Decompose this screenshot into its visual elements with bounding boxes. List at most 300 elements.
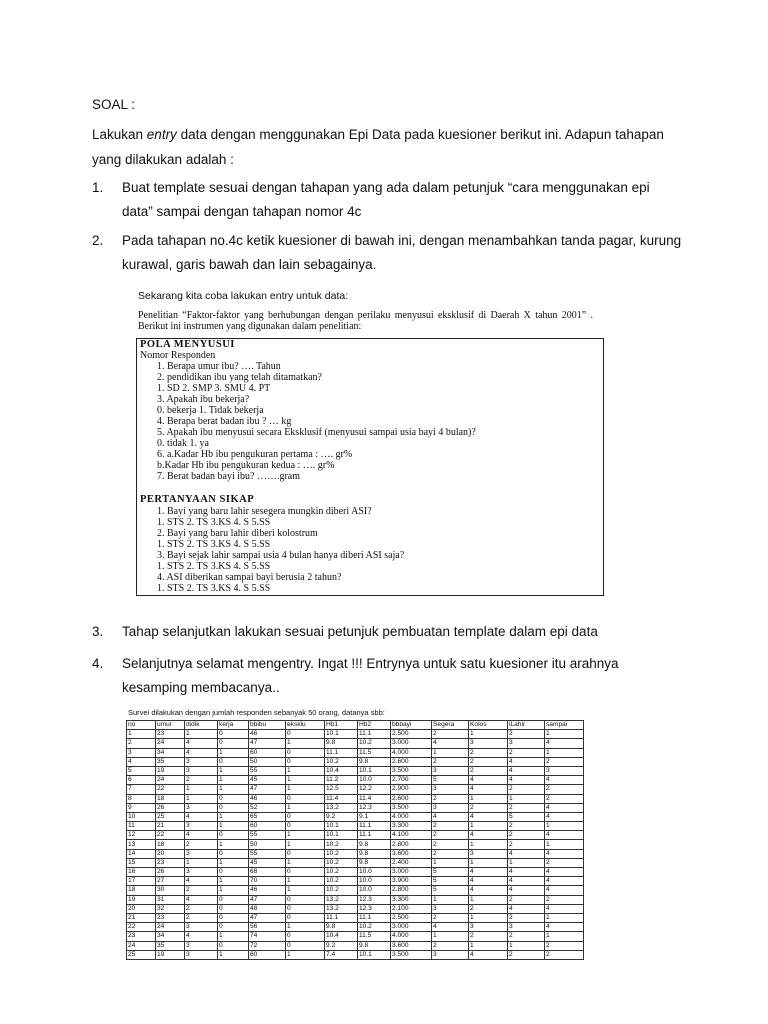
- table-cell: 4: [127, 757, 156, 766]
- table-cell: 2.800: [391, 886, 432, 895]
- page-heading: SOAL :: [92, 97, 136, 112]
- table-cell: 3: [185, 941, 218, 950]
- table-cell: 5: [508, 812, 545, 821]
- table-cell: 3: [508, 739, 545, 748]
- table-cell: 1: [286, 886, 325, 895]
- table-cell: 4: [432, 923, 469, 932]
- table-cell: 19: [156, 766, 185, 775]
- table-cell: 4: [469, 877, 508, 886]
- table-cell: 1: [286, 877, 325, 886]
- table-cell: 2: [432, 913, 469, 922]
- table-cell: 2: [545, 757, 584, 766]
- table-cell: 22: [156, 785, 185, 794]
- table-cell: 10.2: [358, 739, 391, 748]
- survey-data-table: [126, 720, 584, 960]
- table-cell: 2: [469, 803, 508, 812]
- table-cell: 2: [508, 748, 545, 757]
- table-cell: 27: [156, 877, 185, 886]
- table-cell: 0: [218, 904, 249, 913]
- table-cell: 2.400: [391, 858, 432, 867]
- table-cell: 4: [545, 812, 584, 821]
- table-cell: 4: [508, 766, 545, 775]
- table-cell: 0: [286, 757, 325, 766]
- table-cell: 1: [286, 803, 325, 812]
- table-cell: 34: [156, 748, 185, 757]
- table-cell: 2: [469, 748, 508, 757]
- step-text: Buat template sesuai dengan tahapan yang ada dalam petunjuk “cara menggunakan epi data” sampai dengan tahapan nomor 4c: [122, 180, 650, 219]
- table-cell: 4: [185, 877, 218, 886]
- table-cell: 1: [469, 840, 508, 849]
- table-cell: 3.600: [391, 941, 432, 950]
- table-cell: 5: [432, 868, 469, 877]
- table-cell: 3: [127, 748, 156, 757]
- table-cell: 3: [469, 923, 508, 932]
- column-header: eksklu: [286, 721, 325, 730]
- table-row: [127, 913, 584, 922]
- table-cell: 4: [545, 868, 584, 877]
- table-cell: 74: [249, 932, 286, 941]
- table-cell: 1: [508, 858, 545, 867]
- table-cell: 1: [469, 913, 508, 922]
- questionnaire-line: 0. tidak 1. ya: [157, 438, 209, 449]
- table-cell: 60: [249, 822, 286, 831]
- table-cell: 1: [545, 822, 584, 831]
- step-number: 3.: [92, 624, 104, 639]
- table-cell: 1: [469, 941, 508, 950]
- table-cell: 35: [156, 941, 185, 950]
- table-cell: 9.2: [325, 812, 358, 821]
- table-cell: 26: [156, 868, 185, 877]
- table-cell: 1: [545, 840, 584, 849]
- table-cell: 10.2: [325, 877, 358, 886]
- table-cell: 12: [127, 831, 156, 840]
- table-cell: 24: [127, 941, 156, 950]
- table-cell: 6: [127, 776, 156, 785]
- table-cell: 1: [218, 776, 249, 785]
- table-row: [127, 877, 584, 886]
- table-cell: 68: [249, 868, 286, 877]
- table-row: [127, 868, 584, 877]
- table-cell: 10.2: [325, 858, 358, 867]
- table-cell: 5: [432, 877, 469, 886]
- table-cell: 2: [545, 858, 584, 867]
- table-cell: 2: [508, 831, 545, 840]
- table-cell: 13.2: [325, 803, 358, 812]
- table-cell: 25: [156, 812, 185, 821]
- table-cell: 22: [156, 831, 185, 840]
- table-cell: 10: [127, 812, 156, 821]
- table-cell: 1: [218, 950, 249, 959]
- table-cell: 3.900: [391, 877, 432, 886]
- table-row: [127, 923, 584, 932]
- table-row: [127, 766, 584, 775]
- table-cell: 12.5: [325, 785, 358, 794]
- table-cell: 24: [156, 923, 185, 932]
- table-row: [127, 730, 584, 739]
- table-cell: 1: [218, 858, 249, 867]
- table-cell: 50: [249, 840, 286, 849]
- table-cell: 4: [185, 812, 218, 821]
- questionnaire-line: 1. STS 2. TS 3.KS 4. S 5.SS: [157, 583, 271, 594]
- table-cell: 1: [545, 932, 584, 941]
- table-cell: 65: [249, 812, 286, 821]
- table-cell: 2: [185, 776, 218, 785]
- table-cell: 1: [432, 895, 469, 904]
- table-cell: 1: [286, 766, 325, 775]
- table-cell: 24: [156, 776, 185, 785]
- questionnaire-box: [136, 338, 604, 596]
- table-cell: 2: [432, 794, 469, 803]
- table-cell: 4: [469, 785, 508, 794]
- table-cell: 9.8: [358, 858, 391, 867]
- table-row: [127, 886, 584, 895]
- table-cell: 46: [249, 886, 286, 895]
- step-number: 4.: [92, 656, 104, 671]
- intro-before: Lakukan: [92, 127, 147, 142]
- table-cell: 3: [508, 923, 545, 932]
- table-cell: 11.1: [358, 913, 391, 922]
- table-cell: 2: [545, 895, 584, 904]
- table-cell: 0: [286, 932, 325, 941]
- table-cell: 46: [249, 794, 286, 803]
- table-cell: 47: [249, 895, 286, 904]
- table-cell: 9.8: [358, 840, 391, 849]
- table-cell: 1: [469, 730, 508, 739]
- table-cell: 10.1: [358, 950, 391, 959]
- table-cell: 1: [218, 932, 249, 941]
- table-cell: 2: [508, 913, 545, 922]
- table-cell: 1: [469, 895, 508, 904]
- table-cell: 22: [127, 923, 156, 932]
- table-cell: 7.4: [325, 950, 358, 959]
- table-cell: 4: [545, 886, 584, 895]
- table-cell: 4: [545, 904, 584, 913]
- questionnaire-line: 4. Berapa berat badan ibu ? … kg: [157, 416, 292, 427]
- table-cell: 1: [545, 913, 584, 922]
- table-cell: 47: [249, 785, 286, 794]
- table-cell: 3: [469, 739, 508, 748]
- table-cell: 2: [508, 950, 545, 959]
- column-header: Hb2: [358, 721, 391, 730]
- column-header: Hb1: [325, 721, 358, 730]
- table-cell: 10.1: [325, 730, 358, 739]
- table-cell: 35: [156, 757, 185, 766]
- table-cell: 9.8: [358, 941, 391, 950]
- table-cell: 4: [545, 831, 584, 840]
- table-row: [127, 794, 584, 803]
- table-cell: 2: [545, 794, 584, 803]
- table-cell: 18: [156, 840, 185, 849]
- table-cell: 3: [432, 785, 469, 794]
- table-cell: 11.2: [325, 776, 358, 785]
- table-cell: 9: [127, 803, 156, 812]
- table-row: [127, 812, 584, 821]
- table-cell: 0: [286, 794, 325, 803]
- table-cell: 3: [185, 766, 218, 775]
- table-cell: 2: [432, 831, 469, 840]
- table-cell: 0: [286, 904, 325, 913]
- table-cell: 10.2: [358, 923, 391, 932]
- table-row: [127, 739, 584, 748]
- table-cell: 3.000: [391, 739, 432, 748]
- table-cell: 3.000: [391, 868, 432, 877]
- table-cell: 0: [286, 913, 325, 922]
- table-cell: 12.3: [358, 895, 391, 904]
- step-number: 1.: [92, 180, 104, 195]
- questionnaire-line: 1. Berapa umur ibu? …. Tahun: [157, 361, 281, 372]
- table-cell: 10.1: [325, 831, 358, 840]
- table-cell: 0: [218, 831, 249, 840]
- table-cell: 10.2: [325, 849, 358, 858]
- table-cell: 1: [218, 886, 249, 895]
- table-cell: 1: [218, 766, 249, 775]
- table-cell: 1: [469, 858, 508, 867]
- table-cell: 3.300: [391, 822, 432, 831]
- table-cell: 2.700: [391, 776, 432, 785]
- table-cell: 20: [156, 849, 185, 858]
- table-cell: 0: [286, 895, 325, 904]
- table-cell: 1: [286, 923, 325, 932]
- questionnaire-line: 6. a.Kadar Hb ibu pengukuran pertama : …. gr%: [157, 449, 353, 460]
- questionnaire-line: 5. Apakah ibu menyusui secara Eksklusif (menyusui sampai usia bayi 4 bulan)?: [157, 427, 476, 438]
- table-cell: 4: [508, 868, 545, 877]
- questionnaire-line: 2. Bayi yang baru lahir diberi kolostrum: [157, 528, 318, 539]
- table-cell: 0: [218, 849, 249, 858]
- table-cell: 55: [249, 849, 286, 858]
- table-cell: 4: [545, 849, 584, 858]
- table-cell: 11.4: [358, 794, 391, 803]
- table-cell: 3: [185, 803, 218, 812]
- table-cell: 4: [508, 849, 545, 858]
- table-cell: 60: [249, 950, 286, 959]
- table-cell: 2: [127, 739, 156, 748]
- table-cell: 1: [218, 748, 249, 757]
- table-cell: 2.800: [391, 840, 432, 849]
- table-row: [127, 941, 584, 950]
- step-number: 2.: [92, 233, 104, 248]
- table-cell: 2: [545, 785, 584, 794]
- table-cell: 2: [432, 840, 469, 849]
- table-cell: 11.1: [325, 748, 358, 757]
- table-cell: 4: [469, 868, 508, 877]
- table-row: [127, 776, 584, 785]
- table-cell: 47: [249, 739, 286, 748]
- table-cell: 1: [508, 941, 545, 950]
- table-cell: 12.2: [358, 785, 391, 794]
- table-cell: 4: [469, 831, 508, 840]
- questionnaire-line: 3. Bayi sejak lahir sampai usia 4 bulan hanya diberi ASI saja?: [157, 550, 405, 561]
- table-cell: 0: [286, 849, 325, 858]
- table-cell: 1: [218, 877, 249, 886]
- table-cell: 2: [185, 886, 218, 895]
- table-cell: 9.2: [325, 941, 358, 950]
- table-cell: 9.8: [325, 739, 358, 748]
- table-cell: 2.900: [391, 785, 432, 794]
- table-cell: 1: [286, 785, 325, 794]
- table-cell: 2: [508, 932, 545, 941]
- table-cell: 1: [286, 776, 325, 785]
- table-cell: 4: [508, 886, 545, 895]
- column-header: didik: [185, 721, 218, 730]
- table-cell: 1: [545, 748, 584, 757]
- table-row: [127, 757, 584, 766]
- table-cell: 0: [218, 913, 249, 922]
- table-cell: 4.100: [391, 831, 432, 840]
- table-cell: 2: [432, 757, 469, 766]
- table-cell: 2: [545, 950, 584, 959]
- table-cell: 19: [127, 895, 156, 904]
- table-row: [127, 831, 584, 840]
- table-cell: 0: [286, 822, 325, 831]
- table-cell: 10.0: [358, 877, 391, 886]
- table-cell: 4: [545, 739, 584, 748]
- table-cell: 1: [432, 748, 469, 757]
- table-cell: 2: [432, 941, 469, 950]
- intro-after: data dengan menggunakan Epi Data pada kuesioner berikut ini. Adapun tahapan yang dilakukan adalah :: [92, 127, 664, 167]
- table-cell: 4.000: [391, 812, 432, 821]
- table-cell: 0: [218, 794, 249, 803]
- table-cell: 4: [185, 831, 218, 840]
- table-row: [127, 895, 584, 904]
- table-cell: 10.2: [325, 840, 358, 849]
- section-title-pola-menyusui: POLA MENYUSUI: [140, 339, 235, 350]
- table-cell: 11.1: [358, 730, 391, 739]
- table-cell: 4: [545, 776, 584, 785]
- table-cell: 4: [185, 895, 218, 904]
- table-cell: 9.8: [325, 923, 358, 932]
- table-cell: 50: [249, 757, 286, 766]
- questionnaire-line: 0. bekerja 1. Tidak bekerja: [157, 405, 264, 416]
- table-cell: 0: [286, 941, 325, 950]
- table-cell: 1: [432, 932, 469, 941]
- table-cell: 1: [185, 785, 218, 794]
- table-cell: 31: [156, 895, 185, 904]
- table-cell: 3: [545, 766, 584, 775]
- column-header: Kolos: [469, 721, 508, 730]
- table-cell: 5: [127, 766, 156, 775]
- table-cell: 10.0: [358, 868, 391, 877]
- table-cell: 1: [508, 794, 545, 803]
- table-cell: 4: [508, 757, 545, 766]
- table-cell: 60: [249, 748, 286, 757]
- table-cell: 9.8: [358, 849, 391, 858]
- table-cell: 1: [185, 858, 218, 867]
- column-header: iLahir: [508, 721, 545, 730]
- table-cell: 1: [469, 822, 508, 831]
- section-title-pertanyaan-sikap: PERTANYAAN SIKAP: [140, 494, 255, 505]
- table-cell: 10.4: [325, 932, 358, 941]
- table-cell: 2.600: [391, 794, 432, 803]
- step-text: Tahap selanjutkan lakukan sesuai petunjuk pembuatan template dalam epi data: [122, 624, 598, 639]
- table-cell: 8: [127, 794, 156, 803]
- intro-paragraph: [92, 122, 682, 172]
- table-cell: 1: [185, 794, 218, 803]
- table-cell: 9.1: [358, 812, 391, 821]
- table-cell: 0: [218, 730, 249, 739]
- questionnaire-line: 2. pendidikan ibu yang telah ditamatkan?: [157, 372, 322, 383]
- table-cell: 2: [508, 895, 545, 904]
- table-cell: 2: [508, 730, 545, 739]
- table-row: [127, 932, 584, 941]
- table-cell: 2: [545, 941, 584, 950]
- table-cell: 2: [508, 840, 545, 849]
- table-cell: 2: [469, 904, 508, 913]
- table-cell: 23: [156, 913, 185, 922]
- table-cell: 10.1: [358, 766, 391, 775]
- table-cell: 11.5: [358, 748, 391, 757]
- table-cell: 4.000: [391, 932, 432, 941]
- table-cell: 2.500: [391, 913, 432, 922]
- table-cell: 3: [432, 803, 469, 812]
- table-row: [127, 748, 584, 757]
- table-cell: 2: [469, 757, 508, 766]
- table-cell: 4: [508, 877, 545, 886]
- table-cell: 3.500: [391, 766, 432, 775]
- table-row: [127, 950, 584, 959]
- table-cell: 4: [185, 748, 218, 757]
- table-row: [127, 849, 584, 858]
- table-cell: 3: [185, 868, 218, 877]
- table-cell: 45: [249, 776, 286, 785]
- questionnaire-line: b.Kadar Hb ibu pengukuran kedua : …. gr%: [157, 460, 335, 471]
- table-cell: 23: [127, 932, 156, 941]
- table-cell: 15: [127, 858, 156, 867]
- table-cell: 52: [249, 803, 286, 812]
- table-cell: 1: [218, 840, 249, 849]
- table-cell: 18: [156, 794, 185, 803]
- table-cell: 17: [127, 877, 156, 886]
- table-cell: 32: [156, 904, 185, 913]
- table-cell: 1: [218, 822, 249, 831]
- table-row: [127, 822, 584, 831]
- table-cell: 1: [286, 739, 325, 748]
- table-cell: 46: [249, 730, 286, 739]
- table-header-row: [127, 721, 584, 730]
- table-cell: 10.4: [325, 766, 358, 775]
- table-cell: 55: [249, 766, 286, 775]
- table-cell: 48: [249, 904, 286, 913]
- table-cell: 2: [432, 849, 469, 858]
- table-cell: 1: [432, 858, 469, 867]
- table-cell: 56: [249, 923, 286, 932]
- table-cell: 11.1: [358, 831, 391, 840]
- table-cell: 3: [185, 757, 218, 766]
- table-cell: 4: [545, 803, 584, 812]
- table-cell: 1: [545, 730, 584, 739]
- table-cell: 2: [508, 785, 545, 794]
- table-cell: 2: [185, 840, 218, 849]
- table-cell: 2: [469, 932, 508, 941]
- table-row: [127, 803, 584, 812]
- table-cell: 0: [286, 868, 325, 877]
- table-cell: 70: [249, 877, 286, 886]
- table-cell: 4: [432, 739, 469, 748]
- table-cell: 5: [432, 886, 469, 895]
- intro-emphasis: entry: [146, 127, 177, 142]
- table-cell: 0: [286, 730, 325, 739]
- table-cell: 0: [218, 868, 249, 877]
- table-cell: 0: [286, 812, 325, 821]
- table-cell: 0: [218, 739, 249, 748]
- table-cell: 3: [185, 849, 218, 858]
- table-cell: 1: [286, 831, 325, 840]
- table-cell: 4: [545, 877, 584, 886]
- column-header: no: [127, 721, 156, 730]
- questionnaire-line: 7. Berat badan bayi ibu? …….gram: [157, 471, 301, 482]
- table-cell: 21: [127, 913, 156, 922]
- table-cell: 3.300: [391, 895, 432, 904]
- table-cell: 21: [156, 822, 185, 831]
